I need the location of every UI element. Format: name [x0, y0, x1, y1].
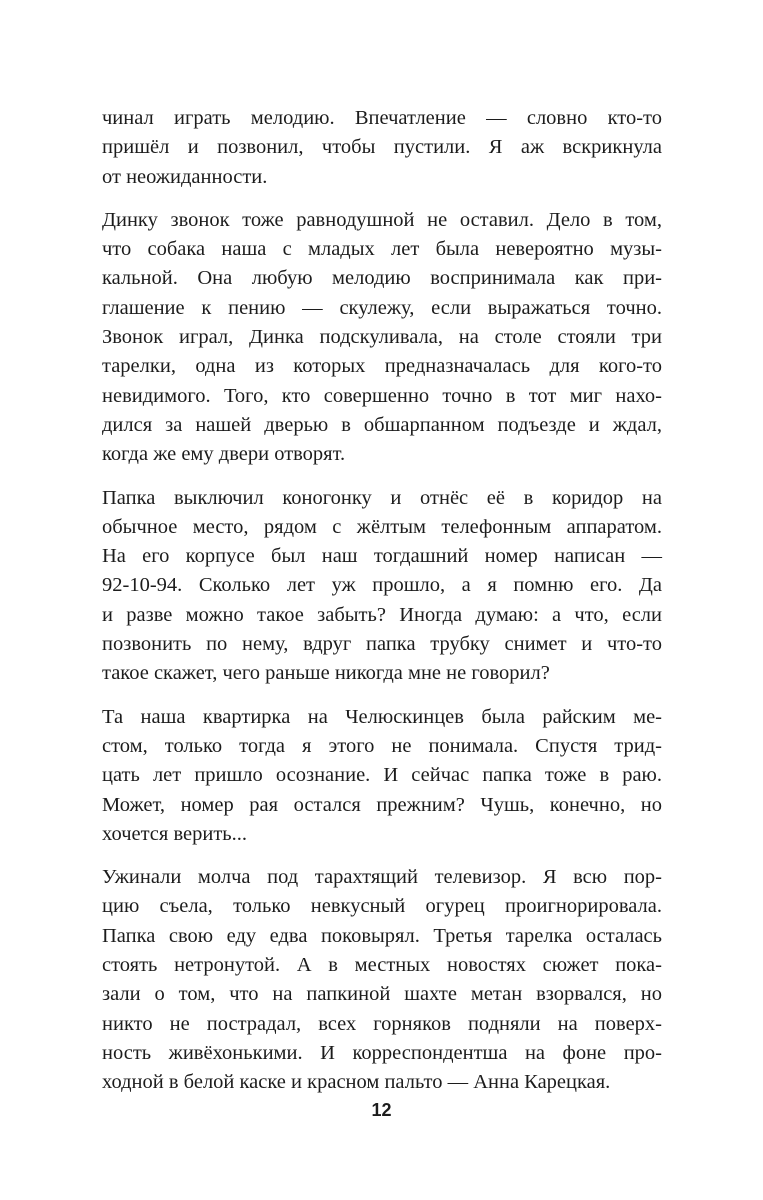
text-line: глашение к пению — скулежу, если выражаться точно. — [102, 296, 662, 319]
text-line: чинал играть мелодию. Впечатление — словно кто-то — [102, 107, 662, 129]
text-line: пришёл и позвонил, чтобы пустили. Я аж вскрикнула — [102, 136, 662, 159]
page-number: 12 — [371, 1100, 392, 1120]
text-line: 92-10-94. Сколько лет уж прошло, а я помню его. Да — [102, 574, 662, 597]
text-line: Может, номер рая остался прежним? Чушь, конечно, но — [102, 793, 662, 816]
text-line: Ужинали молча под тарахтящий телевизор. Я всю пор- — [102, 866, 662, 889]
text-line: дился за нашей дверью в обшарпанном подъезде и ждал, — [102, 413, 662, 436]
text-line: когда же ему двери отворят. — [102, 443, 346, 466]
text-line: Папка свою еду едва поковырял. Третья тарелка осталась — [102, 924, 662, 947]
text-line: стоять нетронутой. А в местных новостях сюжет пока- — [102, 954, 662, 977]
text-line: никто не пострадал, всех горняков подняли на поверх- — [102, 1012, 662, 1035]
text-line: и разве можно такое забыть? Иногда думаю: а что, если — [102, 603, 662, 626]
paragraph-4 — [102, 703, 662, 849]
text-line: На его корпусе был наш тогдашний номер написан — — [102, 545, 662, 568]
text-line: ходной в белой каске и красном пальто — Анна Карецкая. — [102, 1071, 611, 1094]
text-line: цать лет пришло осознание. И сейчас папка тоже в раю. — [102, 764, 662, 787]
text-line: зали о том, что на папкиной шахте метан взорвался, но — [102, 983, 662, 1006]
text-line: ность живёхонькими. И корреспондентша на фоне про- — [102, 1041, 662, 1064]
text-line: что собака наша с младых лет была невероятно музы- — [102, 238, 662, 261]
text-line: Звонок играл, Динка подскуливала, на столе стояли три — [102, 326, 662, 349]
paragraph-3 — [102, 484, 662, 689]
book-page-text — [102, 104, 662, 1112]
text-line: такое скажет, чего раньше никогда мне не говорил? — [102, 662, 550, 685]
text-line: тарелки, одна из которых предназначалась для кого-то — [102, 355, 662, 378]
paragraph-2 — [102, 206, 662, 470]
text-line: кальной. Она любую мелодию воспринимала как при- — [102, 267, 662, 290]
text-line: Динку звонок тоже равнодушной не оставил. Дело в том, — [102, 208, 662, 231]
text-line: невидимого. Того, кто совершенно точно в тот миг нахо- — [102, 384, 662, 407]
text-line: от неожиданности. — [102, 165, 268, 188]
text-line: стом, только тогда я этого не понимала. Спустя трид- — [102, 734, 662, 757]
text-line: позвонить по нему, вдруг папка трубку снимет и что-то — [102, 633, 662, 656]
text-line: цию съела, только невкусный огурец проигнорировала. — [102, 895, 662, 918]
text-line: Папка выключил коногонку и отнёс её в коридор на — [102, 486, 662, 509]
paragraph-1 — [102, 104, 662, 192]
paragraph-5 — [102, 863, 662, 1097]
text-line: хочется верить... — [102, 822, 248, 845]
text-line: обычное место, рядом с жёлтым телефонным аппаратом. — [102, 515, 662, 538]
text-line: Та наша квартирка на Челюскинцев была райским ме- — [102, 705, 662, 728]
